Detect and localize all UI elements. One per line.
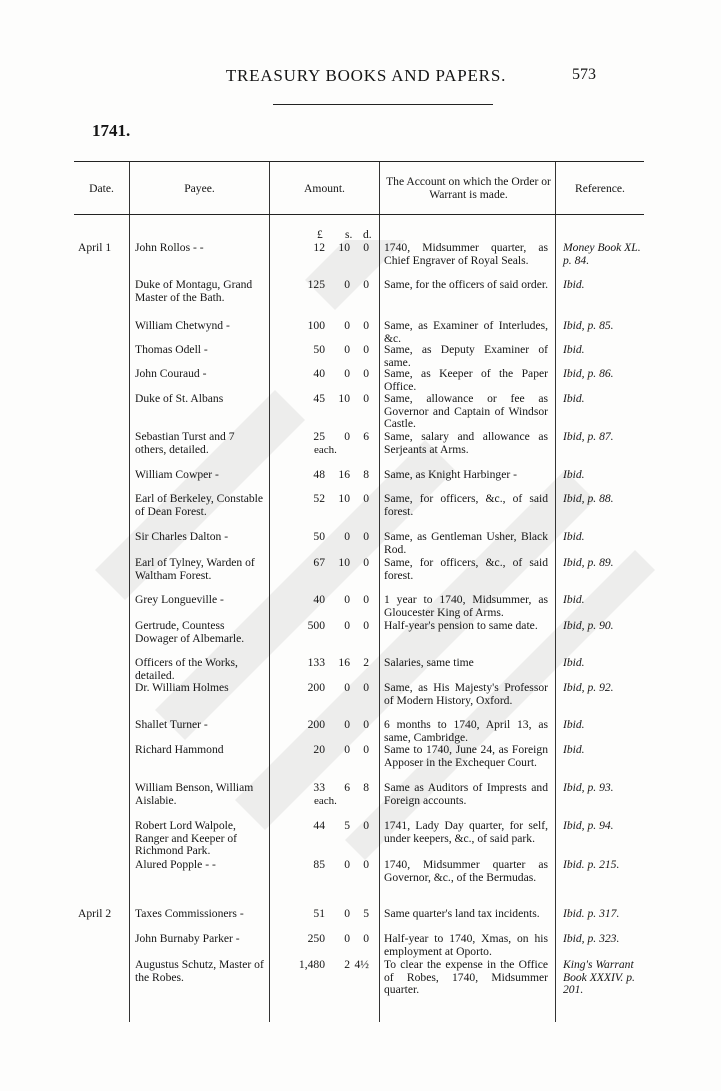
entry-reference: Ibid. p. 317. [563, 907, 620, 920]
entry-payee: Robert Lord Walpole, Ranger and Keeper of Richmond Park. [135, 819, 238, 858]
entry-reference: Ibid, p. 88. [563, 492, 614, 505]
amount-pence: 0 [363, 367, 369, 380]
entry-reference: Ibid. [563, 278, 585, 291]
entry-reference: Ibid, p. 323. [563, 932, 620, 945]
header-payee: Payee. [184, 181, 215, 195]
entry-account: 6 months to 1740, April 13, as same, Cambridge. [384, 718, 548, 744]
amount-pounds: 25 [313, 430, 325, 443]
entry-amount [274, 959, 378, 972]
entry-reference: Money Book XL. p. 84. [563, 241, 641, 267]
entry-amount [274, 657, 378, 670]
entry-payee: Duke of Montagu, Grand Master of the Bath. [135, 278, 253, 304]
amount-pence: 0 [363, 593, 369, 606]
entry-amount [274, 430, 378, 456]
entry-account: Same, as Gentleman Usher, Black Rod. [384, 530, 548, 556]
header-date: Date. [89, 181, 114, 195]
amount-pence: 4½ [354, 958, 369, 971]
entry-payee: John Couraud - [135, 367, 207, 380]
entry-reference: Ibid. [563, 718, 585, 731]
amount-pounds: 45 [313, 392, 325, 405]
amount-pence: 0 [363, 681, 369, 694]
amount-shillings: 2 [344, 958, 350, 971]
amount-pounds: 85 [313, 858, 325, 871]
amount-shillings: 0 [344, 619, 350, 632]
amount-pence: 0 [363, 619, 369, 632]
entry-account: Same to 1740, June 24, as Foreign Apposer in the Exchequer Court. [384, 743, 548, 769]
amount-shillings: 10 [338, 392, 350, 405]
amount-pence: 0 [363, 556, 369, 569]
amount-shillings: 0 [344, 319, 350, 332]
entry-account: 1740, Midsummer quarter, as Chief Engraver of Royal Seals. [384, 241, 548, 267]
amount-pounds: 44 [313, 819, 325, 832]
entry-account: Same, salary and allowance as Serjeants at Arms. [384, 430, 548, 456]
amount-pounds: 51 [313, 907, 325, 920]
entry-reference: Ibid. [563, 343, 585, 356]
entry-reference: Ibid. [563, 743, 585, 756]
entry-amount [274, 531, 378, 544]
entry-payee: Officers of the Works, detailed. [135, 656, 238, 682]
entry-amount [274, 279, 378, 292]
amount-pence: 0 [363, 819, 369, 832]
entry-amount [274, 859, 378, 872]
amount-shillings: 0 [344, 430, 350, 443]
amount-shillings: 0 [344, 932, 350, 945]
entry-payee: Sir Charles Dalton - [135, 530, 229, 543]
amount-shillings: 0 [344, 593, 350, 606]
unit-pounds: £ [317, 229, 323, 241]
entry-payee: Shallet Turner - [135, 718, 208, 731]
entry-payee: William Chetwynd - [135, 319, 230, 332]
entry-amount [274, 344, 378, 357]
entry-amount [274, 320, 378, 333]
table-header [74, 162, 644, 215]
entry-account: Same, as Deputy Examiner of same. [384, 343, 548, 369]
entry-amount [274, 594, 378, 607]
running-head [0, 66, 721, 90]
entry-payee: Gertrude, Countess Dowager of Albemarle. [135, 619, 245, 645]
amount-pence: 8 [363, 468, 369, 481]
entry-reference: Ibid, p. 89. [563, 556, 614, 569]
entry-amount [274, 781, 378, 807]
header-amount: Amount. [304, 181, 345, 195]
amount-pounds: 40 [313, 593, 325, 606]
entry-payee: Taxes Commissioners - [135, 907, 244, 920]
entry-reference: Ibid. [563, 468, 585, 481]
entry-reference: Ibid. [563, 392, 585, 405]
amount-pounds: 125 [307, 278, 325, 291]
entry-payee: Earl of Berkeley, Constable of Dean Forest. [135, 492, 264, 518]
amount-pence: 0 [363, 241, 369, 254]
entry-amount [274, 557, 378, 570]
amount-shillings: 0 [344, 367, 350, 380]
amount-pence: 6 [363, 430, 369, 443]
amount-pence: 0 [363, 932, 369, 945]
entry-payee: Dr. William Holmes [135, 681, 229, 694]
entry-account: Half-year's pension to same date. [384, 619, 538, 632]
entry-payee: Richard Hammond [135, 743, 224, 756]
amount-shillings: 0 [344, 743, 350, 756]
amount-pounds: 50 [313, 530, 325, 543]
column-rule [555, 162, 556, 1022]
year-heading: 1741. [92, 121, 131, 140]
unit-pence: d. [363, 229, 372, 241]
entry-reference: Ibid. [563, 593, 585, 606]
entry-account: Half-year to 1740, Xmas, on his employment at Oporto. [384, 932, 548, 958]
amount-pounds: 40 [313, 367, 325, 380]
entry-reference: King's Warrant Book XXXIV. p. 201. [563, 958, 635, 997]
amount-pounds: 200 [307, 718, 325, 731]
amount-pounds: 500 [307, 619, 325, 632]
entry-reference: Ibid, p. 87. [563, 430, 614, 443]
amount-shillings: 0 [344, 858, 350, 871]
entry-amount [274, 744, 378, 757]
entry-account: Same, as His Majesty's Professor of Modern History, Oxford. [384, 681, 548, 707]
entry-account: Same as Auditors of Imprests and Foreign accounts. [384, 781, 548, 807]
amount-pounds: 33 [313, 781, 325, 794]
entry-amount [274, 393, 378, 406]
entry-amount [274, 242, 378, 255]
entry-account: Same, for the officers of said order. [384, 278, 548, 291]
amount-shillings: 0 [344, 681, 350, 694]
entry-account: 1741, Lady Day quarter, for self, under keepers, &c., of said park. [384, 819, 548, 845]
entry-amount [274, 620, 378, 633]
amount-shillings: 0 [344, 530, 350, 543]
amount-pence: 2 [363, 656, 369, 669]
amount-shillings: 0 [344, 278, 350, 291]
amount-pence: 0 [363, 392, 369, 405]
entry-reference: Ibid. [563, 530, 585, 543]
entry-account: Same, as Examiner of Interludes, &c. [384, 319, 548, 345]
header-account: The Account on which the Order or Warrant is made. [386, 175, 551, 201]
amount-pence: 0 [363, 530, 369, 543]
amount-pounds: 12 [313, 241, 325, 254]
entry-account: 1 year to 1740, Midsummer, as Gloucester King of Arms. [384, 593, 548, 619]
amount-shillings: 10 [338, 492, 350, 505]
entry-payee: Sebastian Turst and 7 others, detailed. [135, 430, 235, 456]
entry-payee: William Benson, William Aislabie. [135, 781, 254, 807]
entry-account: To clear the expense in the Office of Robes, 1740, Midsummer quarter. [384, 958, 548, 997]
entry-amount [274, 493, 378, 506]
entry-amount [274, 933, 378, 946]
entry-amount [274, 719, 378, 732]
amount-pounds: 250 [307, 932, 325, 945]
page-number: 573 [572, 66, 596, 83]
amount-pounds: 20 [313, 743, 325, 756]
amount-pence: 0 [363, 718, 369, 731]
amount-pence: 0 [363, 319, 369, 332]
entry-reference: Ibid, p. 92. [563, 681, 614, 694]
entry-payee: John Rollos - - [135, 241, 204, 254]
amount-shillings: 10 [338, 241, 350, 254]
amount-pence: 0 [363, 858, 369, 871]
entry-reference: Ibid, p. 86. [563, 367, 614, 380]
column-rule [129, 162, 130, 1022]
amount-shillings: 16 [338, 656, 350, 669]
entry-account: Same, for officers, &c., of said forest. [384, 556, 548, 582]
amount-pounds: 48 [313, 468, 325, 481]
entry-account: Same, allowance or fee as Governor and Captain of Windsor Castle. [384, 392, 548, 431]
amount-shillings: 5 [344, 819, 350, 832]
entry-payee: William Cowper - [135, 468, 219, 481]
entry-payee: Thomas Odell - [135, 343, 208, 356]
amount-shillings: 6 [344, 781, 350, 794]
entry-payee: Alured Popple - - [135, 858, 216, 871]
amount-shillings: 0 [344, 907, 350, 920]
entry-payee: Augustus Schutz, Master of the Robes. [135, 958, 264, 984]
entry-account: 1740, Midsummer quarter as Governor, &c., of the Bermudas. [384, 858, 548, 884]
header-rule [273, 104, 493, 105]
amount-pounds: 1,480 [298, 958, 325, 971]
entry-date: April 2 [78, 907, 112, 920]
entry-amount [274, 908, 378, 921]
unit-shillings: s. [345, 229, 353, 241]
entry-payee: Earl of Tylney, Warden of Waltham Forest. [135, 556, 255, 582]
entry-date: April 1 [78, 241, 112, 254]
amount-pounds: 67 [313, 556, 325, 569]
amount-pence: 0 [363, 343, 369, 356]
amount-pence: 5 [363, 907, 369, 920]
entry-amount [274, 469, 378, 482]
entry-reference: Ibid, p. 90. [563, 619, 614, 632]
amount-pence: 0 [363, 743, 369, 756]
entry-amount [274, 682, 378, 695]
amount-pence: 8 [363, 781, 369, 794]
amount-shillings: 0 [344, 718, 350, 731]
entry-reference: Ibid. [563, 656, 585, 669]
header-reference: Reference. [575, 181, 625, 195]
entry-payee: Grey Longueville - [135, 593, 224, 606]
entry-account: Salaries, same time [384, 656, 474, 669]
amount-pounds: 133 [307, 656, 325, 669]
entry-reference: Ibid, p. 93. [563, 781, 614, 794]
column-rule [379, 162, 380, 1022]
amount-shillings: 10 [338, 556, 350, 569]
entry-account: Same quarter's land tax incidents. [384, 907, 540, 920]
amount-shillings: 16 [338, 468, 350, 481]
amount-each-note: each. [314, 795, 337, 807]
amount-pence: 0 [363, 492, 369, 505]
amount-pounds: 50 [313, 343, 325, 356]
entry-amount [274, 368, 378, 381]
entry-amount [274, 820, 378, 833]
running-title: TREASURY BOOKS AND PAPERS. [225, 66, 507, 85]
amount-each-note: each. [314, 444, 337, 456]
column-rule [269, 162, 270, 1022]
entry-reference: Ibid, p. 94. [563, 819, 614, 832]
ledger-table [74, 161, 644, 1022]
entry-payee: Duke of St. Albans [135, 392, 224, 405]
amount-pounds: 200 [307, 681, 325, 694]
entry-account: Same, as Knight Harbinger - [384, 468, 517, 481]
entry-reference: Ibid. p. 215. [563, 858, 620, 871]
entry-account: Same, for officers, &c., of said forest. [384, 492, 548, 518]
entry-reference: Ibid, p. 85. [563, 319, 614, 332]
entry-payee: John Burnaby Parker - [135, 932, 240, 945]
amount-shillings: 0 [344, 343, 350, 356]
entry-account: Same, as Keeper of the Paper Office. [384, 367, 548, 393]
amount-pounds: 100 [307, 319, 325, 332]
amount-pence: 0 [363, 278, 369, 291]
amount-pounds: 52 [313, 492, 325, 505]
